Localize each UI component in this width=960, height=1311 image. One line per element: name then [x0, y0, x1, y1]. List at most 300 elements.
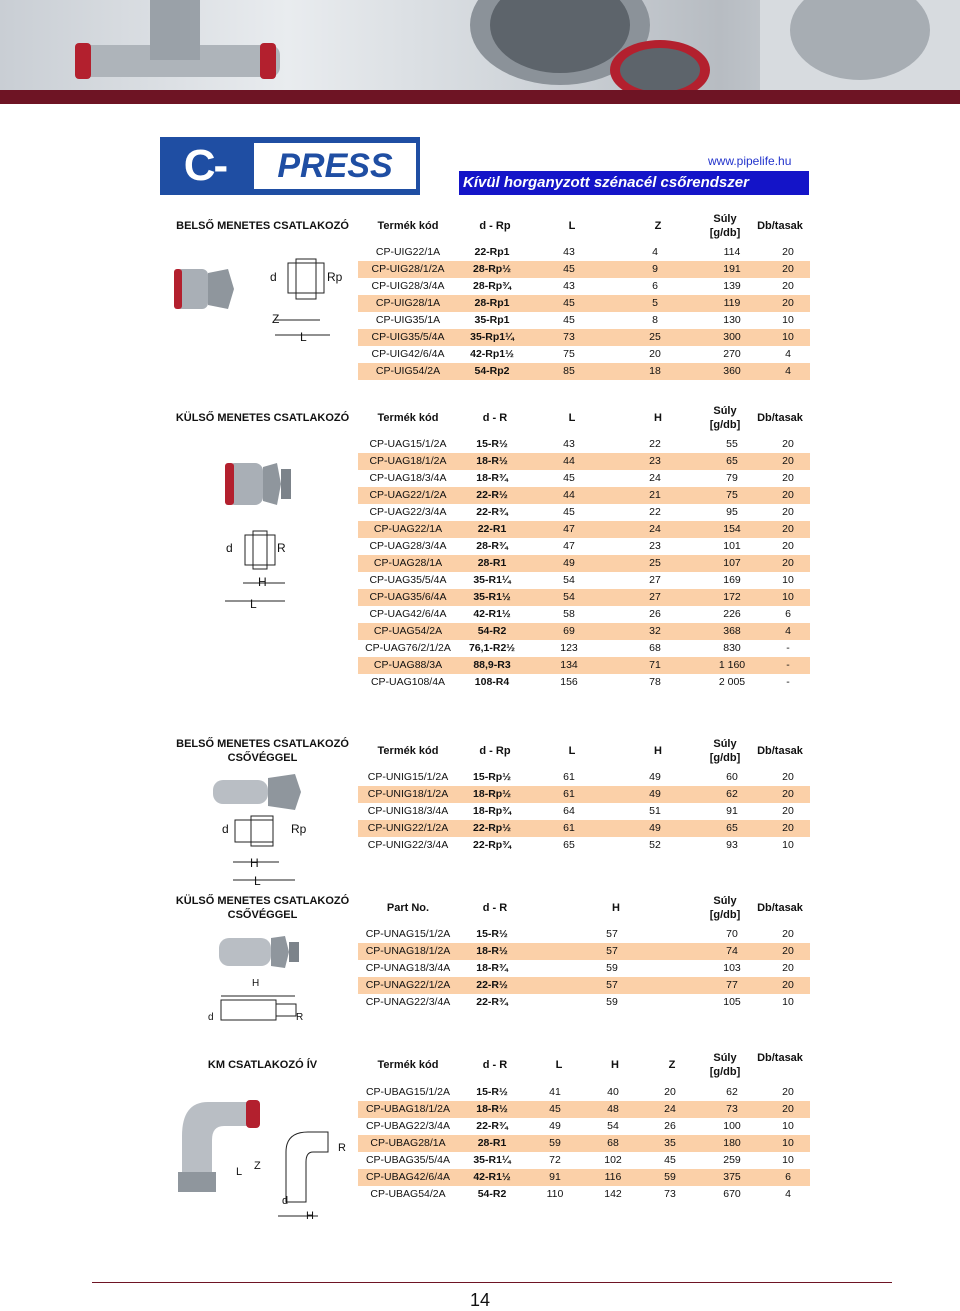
system-title: Kívül horganyzott szénacél csőrendszer [459, 171, 809, 195]
logo-right: PRESS [254, 143, 416, 189]
table-cell: 100 [698, 1118, 766, 1135]
s3-col-code: Termék kód [377, 745, 439, 757]
table-cell: 60 [698, 769, 766, 786]
table-cell: 51 [612, 803, 698, 820]
s5-col-d: d - R [482, 1059, 508, 1071]
table-cell: 22-R¾ [458, 994, 526, 1011]
table-cell: 40 [584, 1084, 642, 1101]
section5-table [358, 1084, 810, 1203]
table-cell: 20 [766, 1101, 810, 1118]
table-cell: 20 [766, 1084, 810, 1101]
table-cell: 20 [766, 820, 810, 837]
section4-table [358, 926, 810, 1011]
table-cell: 65 [698, 820, 766, 837]
table-row [358, 960, 810, 977]
table-cell: 45 [526, 295, 612, 312]
table-cell: 59 [642, 1169, 698, 1186]
section5-fitting-drawing [168, 1092, 358, 1222]
table-cell: 68 [584, 1135, 642, 1152]
table-row [358, 261, 810, 278]
table-row [358, 589, 810, 606]
product-code-cell: CP-UNIG22/1/2A [358, 820, 458, 837]
table-cell: 27 [612, 572, 698, 589]
table-row [358, 572, 810, 589]
table-cell: 4 [766, 363, 810, 380]
s5-col-pack: Db/tasak [757, 1052, 803, 1064]
table-cell: 49 [526, 555, 612, 572]
table-cell: - [766, 657, 810, 674]
pipe-fittings-photo [0, 0, 960, 90]
table-cell: 300 [698, 329, 766, 346]
table-cell: 42-Rp1½ [458, 346, 526, 363]
table-cell: 20 [766, 538, 810, 555]
s2-col-weight: Súly [g/db] [709, 405, 741, 431]
table-cell: 110 [526, 1186, 584, 1203]
s1-dim-l: L [300, 330, 307, 344]
table-cell: 49 [612, 786, 698, 803]
table-cell: 43 [526, 436, 612, 453]
product-code-cell: CP-UAG15/1/2A [358, 436, 458, 453]
table-cell: 91 [698, 803, 766, 820]
table-cell: 58 [526, 606, 612, 623]
table-row [358, 977, 810, 994]
s3-col-weight: Súly [g/db] [709, 738, 741, 764]
table-cell: 95 [698, 504, 766, 521]
s5-dim-l: L [236, 1166, 243, 1178]
s3-dim-l: L [254, 874, 261, 888]
table-row [358, 1135, 810, 1152]
section2-title: KÜLSŐ MENETES CSATLAKOZÓ [175, 412, 350, 424]
footer-line [92, 1282, 892, 1283]
table-cell: 20 [766, 470, 810, 487]
product-code-cell: CP-UIG28/1/2A [358, 261, 458, 278]
table-cell: 20 [766, 278, 810, 295]
website-link[interactable]: www.pipelife.hu [708, 154, 792, 168]
table-cell: 20 [766, 436, 810, 453]
table-cell: 114 [698, 244, 766, 261]
table-cell: 180 [698, 1135, 766, 1152]
table-cell: 25 [612, 329, 698, 346]
table-cell: 18-R¾ [458, 470, 526, 487]
s1-col-code: Termék kód [377, 220, 439, 232]
table-cell: 119 [698, 295, 766, 312]
product-code-cell: CP-UAG35/5/4A [358, 572, 458, 589]
table-cell: 20 [766, 803, 810, 820]
s2-col-code: Termék kód [377, 412, 439, 424]
product-code-cell: CP-UAG108/4A [358, 674, 458, 691]
product-code-cell: CP-UIG22/1A [358, 244, 458, 261]
table-cell: 35-R1¼ [458, 572, 526, 589]
table-cell: 4 [766, 623, 810, 640]
table-row [358, 837, 810, 854]
table-cell: 85 [526, 363, 612, 380]
table-cell: 55 [698, 436, 766, 453]
table-cell: 26 [612, 606, 698, 623]
table-cell: 59 [526, 960, 698, 977]
table-cell: 6 [766, 1169, 810, 1186]
section2-fitting-drawing [215, 455, 325, 615]
product-code-cell: CP-UBAG54/2A [358, 1186, 458, 1203]
table-cell: 20 [766, 555, 810, 572]
table-cell: 10 [766, 837, 810, 854]
table-cell: 4 [612, 244, 698, 261]
table-cell: 47 [526, 538, 612, 555]
table-cell: 15-R½ [458, 926, 526, 943]
table-cell: 368 [698, 623, 766, 640]
table-row [358, 244, 810, 261]
table-row [358, 436, 810, 453]
s5-dim-d: d [282, 1195, 289, 1207]
s4-dim-r: R [296, 1012, 304, 1023]
table-cell: 79 [698, 470, 766, 487]
s1-dim-d: d [270, 270, 277, 284]
table-cell: 22-R½ [458, 977, 526, 994]
table-cell: - [766, 674, 810, 691]
table-cell: 24 [642, 1101, 698, 1118]
table-cell: 18-R½ [458, 1101, 526, 1118]
table-cell: 6 [766, 606, 810, 623]
product-code-cell: CP-UAG28/3/4A [358, 538, 458, 555]
s1-col-weight: Súly [g/db] [709, 213, 741, 239]
product-code-cell: CP-UAG35/6/4A [358, 589, 458, 606]
table-cell: 18-Rp½ [458, 786, 526, 803]
table-cell: 52 [612, 837, 698, 854]
table-row [358, 363, 810, 380]
table-cell: 61 [526, 769, 612, 786]
table-row [358, 1186, 810, 1203]
table-cell: 75 [698, 487, 766, 504]
table-cell: 18-Rp¾ [458, 803, 526, 820]
table-cell: 49 [526, 1118, 584, 1135]
table-cell: 10 [766, 572, 810, 589]
product-code-cell: CP-UNIG18/1/2A [358, 786, 458, 803]
table-row [358, 295, 810, 312]
s5-dim-h: H [306, 1210, 314, 1222]
table-cell: 91 [526, 1169, 584, 1186]
table-cell: 28-R1 [458, 555, 526, 572]
s1-col-d: d - Rp [479, 220, 511, 232]
table-cell: 20 [642, 1084, 698, 1101]
table-row [358, 820, 810, 837]
s1-col-pack: Db/tasak [757, 220, 803, 232]
table-cell: 670 [698, 1186, 766, 1203]
table-cell: 65 [698, 453, 766, 470]
table-row [358, 769, 810, 786]
table-cell: 102 [584, 1152, 642, 1169]
s4-col-h: H [612, 902, 620, 914]
s1-col-l: L [568, 220, 576, 232]
product-code-cell: CP-UIG35/1A [358, 312, 458, 329]
table-cell: 20 [766, 977, 810, 994]
table-cell: 35-Rp1 [458, 312, 526, 329]
table-cell: 42-R1½ [458, 1169, 526, 1186]
table-cell: 18 [612, 363, 698, 380]
table-cell: 22-R¾ [458, 1118, 526, 1135]
table-row [358, 470, 810, 487]
table-cell: 20 [766, 769, 810, 786]
table-row [358, 487, 810, 504]
table-cell: 15-R½ [458, 1084, 526, 1101]
table-cell: 57 [526, 943, 698, 960]
table-cell: 22 [612, 436, 698, 453]
table-cell: 18-R½ [458, 453, 526, 470]
table-row [358, 926, 810, 943]
table-cell: 43 [526, 278, 612, 295]
s1-col-z: Z [654, 220, 662, 232]
table-cell: 59 [526, 1135, 584, 1152]
table-cell: 22 [612, 504, 698, 521]
section4-title: KÜLSŐ MENETES CSATLAKOZÓ CSŐVÉGGEL [175, 895, 350, 921]
table-row [358, 555, 810, 572]
s4-col-code: Part No. [386, 902, 430, 914]
product-code-cell: CP-UBAG28/1A [358, 1135, 458, 1152]
table-cell: 9 [612, 261, 698, 278]
s4-col-weight: Súly [g/db] [709, 895, 741, 921]
table-cell: 45 [526, 261, 612, 278]
table-cell: 76,1-R2½ [458, 640, 526, 657]
table-cell: 59 [526, 994, 698, 1011]
table-cell: 78 [612, 674, 698, 691]
section4-fitting-drawing [205, 928, 325, 1028]
table-cell: 44 [526, 487, 612, 504]
table-cell: 74 [698, 943, 766, 960]
table-cell: 20 [766, 295, 810, 312]
table-cell: 41 [526, 1084, 584, 1101]
table-cell: 123 [526, 640, 612, 657]
s1-dim-rp: Rp [327, 270, 343, 284]
table-cell: 130 [698, 312, 766, 329]
table-row [358, 606, 810, 623]
product-code-cell: CP-UNIG22/3/4A [358, 837, 458, 854]
s4-dim-h: H [252, 978, 260, 989]
table-cell: 107 [698, 555, 766, 572]
section2-table [358, 436, 810, 691]
table-cell: 172 [698, 589, 766, 606]
table-cell: 23 [612, 453, 698, 470]
s2-dim-h: H [258, 575, 267, 589]
table-cell: 28-Rp¾ [458, 278, 526, 295]
table-cell: 57 [526, 926, 698, 943]
table-cell: 191 [698, 261, 766, 278]
table-cell: 24 [612, 521, 698, 538]
product-code-cell: CP-UNAG18/1/2A [358, 943, 458, 960]
table-cell: 142 [584, 1186, 642, 1203]
table-cell: 49 [612, 769, 698, 786]
table-cell: 15-Rp½ [458, 769, 526, 786]
table-row [358, 453, 810, 470]
table-row [358, 329, 810, 346]
table-cell: 47 [526, 521, 612, 538]
banner-strip [0, 90, 960, 104]
table-cell: 22-R½ [458, 487, 526, 504]
product-code-cell: CP-UIG35/5/4A [358, 329, 458, 346]
table-cell: 20 [766, 926, 810, 943]
table-cell: 4 [766, 346, 810, 363]
table-cell: 105 [698, 994, 766, 1011]
table-cell: 20 [766, 504, 810, 521]
s3-dim-h: H [250, 856, 259, 870]
section3-title: BELSŐ MENETES CSATLAKOZÓ CSŐVÉGGEL [176, 738, 349, 764]
s3-dim-rp: Rp [291, 822, 307, 836]
product-code-cell: CP-UIG42/6/4A [358, 346, 458, 363]
table-cell: 101 [698, 538, 766, 555]
table-cell: 61 [526, 820, 612, 837]
s3-col-d: d - Rp [479, 745, 511, 757]
table-cell: 20 [766, 521, 810, 538]
table-cell: 20 [612, 346, 698, 363]
table-cell: 54 [526, 589, 612, 606]
s5-col-l: L [555, 1059, 563, 1071]
table-row [358, 623, 810, 640]
table-cell: 54 [584, 1118, 642, 1135]
table-cell: 45 [526, 504, 612, 521]
logo-left: C- [160, 137, 250, 195]
table-row [358, 786, 810, 803]
table-cell: 10 [766, 1118, 810, 1135]
table-cell: 154 [698, 521, 766, 538]
table-cell: 4 [766, 1186, 810, 1203]
table-cell: 48 [584, 1101, 642, 1118]
section1-title: BELSŐ MENETES CSATLAKOZÓ [176, 220, 349, 232]
table-cell: 20 [766, 487, 810, 504]
page-number: 14 [470, 1290, 491, 1310]
product-code-cell: CP-UAG42/6/4A [358, 606, 458, 623]
product-code-cell: CP-UAG18/1/2A [358, 453, 458, 470]
product-code-cell: CP-UAG18/3/4A [358, 470, 458, 487]
table-row [358, 1152, 810, 1169]
table-cell: 75 [526, 346, 612, 363]
table-cell: 88,9-R3 [458, 657, 526, 674]
table-cell: 70 [698, 926, 766, 943]
table-cell: 23 [612, 538, 698, 555]
table-cell: 20 [766, 453, 810, 470]
table-row [358, 1101, 810, 1118]
table-cell: 139 [698, 278, 766, 295]
s4-dim-d: d [208, 1012, 214, 1023]
section1-table [358, 244, 810, 380]
table-cell: 54-R2 [458, 1186, 526, 1203]
table-cell: 1 160 [698, 657, 766, 674]
table-cell: 2 005 [698, 674, 766, 691]
s4-col-pack: Db/tasak [757, 902, 803, 914]
table-cell: 49 [612, 820, 698, 837]
table-cell: 116 [584, 1169, 642, 1186]
table-cell: 20 [766, 786, 810, 803]
s2-col-pack: Db/tasak [757, 412, 803, 424]
table-cell: 22-Rp1 [458, 244, 526, 261]
s5-col-h: H [611, 1059, 619, 1071]
table-cell: 22-R¾ [458, 504, 526, 521]
product-code-cell: CP-UNAG18/3/4A [358, 960, 458, 977]
section5-title: KM CSATLAKOZÓ ÍV [207, 1059, 318, 1071]
table-cell: 830 [698, 640, 766, 657]
table-cell: 10 [766, 329, 810, 346]
product-code-cell: CP-UNIG18/3/4A [358, 803, 458, 820]
table-cell: 108-R4 [458, 674, 526, 691]
table-cell: 42-R1½ [458, 606, 526, 623]
table-cell: 35-R1½ [458, 589, 526, 606]
table-cell: 169 [698, 572, 766, 589]
table-row [358, 346, 810, 363]
table-cell: 65 [526, 837, 612, 854]
s3-col-l: L [568, 745, 576, 757]
table-cell: 25 [612, 555, 698, 572]
table-cell: 57 [526, 977, 698, 994]
table-cell: 6 [612, 278, 698, 295]
table-cell: 43 [526, 244, 612, 261]
product-code-cell: CP-UBAG22/3/4A [358, 1118, 458, 1135]
table-cell: 73 [526, 329, 612, 346]
s2-col-d: d - R [482, 412, 508, 424]
table-row [358, 994, 810, 1011]
table-cell: 270 [698, 346, 766, 363]
s2-col-l: L [568, 412, 576, 424]
product-code-cell: CP-UNAG22/3/4A [358, 994, 458, 1011]
table-cell: 45 [526, 470, 612, 487]
table-row [358, 521, 810, 538]
product-code-cell: CP-UNAG22/1/2A [358, 977, 458, 994]
table-cell: 20 [766, 943, 810, 960]
table-cell: 45 [642, 1152, 698, 1169]
table-cell: 71 [612, 657, 698, 674]
product-code-cell: CP-UAG22/1A [358, 521, 458, 538]
s3-col-pack: Db/tasak [757, 745, 803, 757]
table-cell: - [766, 640, 810, 657]
table-row [358, 674, 810, 691]
product-code-cell: CP-UAG22/1/2A [358, 487, 458, 504]
table-cell: 69 [526, 623, 612, 640]
table-cell: 54-Rp2 [458, 363, 526, 380]
table-row [358, 312, 810, 329]
s2-col-h: H [654, 412, 662, 424]
table-row [358, 657, 810, 674]
table-row [358, 640, 810, 657]
table-cell: 27 [612, 589, 698, 606]
s3-dim-d: d [222, 822, 229, 836]
s4-col-d: d - R [482, 902, 508, 914]
table-cell: 10 [766, 312, 810, 329]
product-code-cell: CP-UAG76/2/1/2A [358, 640, 458, 657]
table-cell: 62 [698, 1084, 766, 1101]
table-cell: 22-R1 [458, 521, 526, 538]
table-cell: 18-R½ [458, 943, 526, 960]
s1-dim-z: Z [272, 312, 280, 326]
table-cell: 28-R¾ [458, 538, 526, 555]
c-press-logo [160, 137, 420, 195]
table-cell: 15-R½ [458, 436, 526, 453]
table-row [358, 1118, 810, 1135]
product-code-cell: CP-UNAG15/1/2A [358, 926, 458, 943]
table-cell: 134 [526, 657, 612, 674]
s2-dim-r: R [277, 541, 286, 555]
s2-dim-d: d [226, 541, 233, 555]
table-row [358, 803, 810, 820]
table-cell: 18-R¾ [458, 960, 526, 977]
table-cell: 375 [698, 1169, 766, 1186]
table-cell: 61 [526, 786, 612, 803]
table-cell: 20 [766, 960, 810, 977]
s5-dim-z: Z [254, 1160, 261, 1172]
s5-col-code: Termék kód [377, 1059, 439, 1071]
product-code-cell: CP-UIG54/2A [358, 363, 458, 380]
table-cell: 24 [612, 470, 698, 487]
s5-col-weight: Súly [g/db] [709, 1052, 741, 1078]
table-row [358, 1169, 810, 1186]
table-cell: 10 [766, 1152, 810, 1169]
table-cell: 156 [526, 674, 612, 691]
table-cell: 54 [526, 572, 612, 589]
table-row [358, 538, 810, 555]
